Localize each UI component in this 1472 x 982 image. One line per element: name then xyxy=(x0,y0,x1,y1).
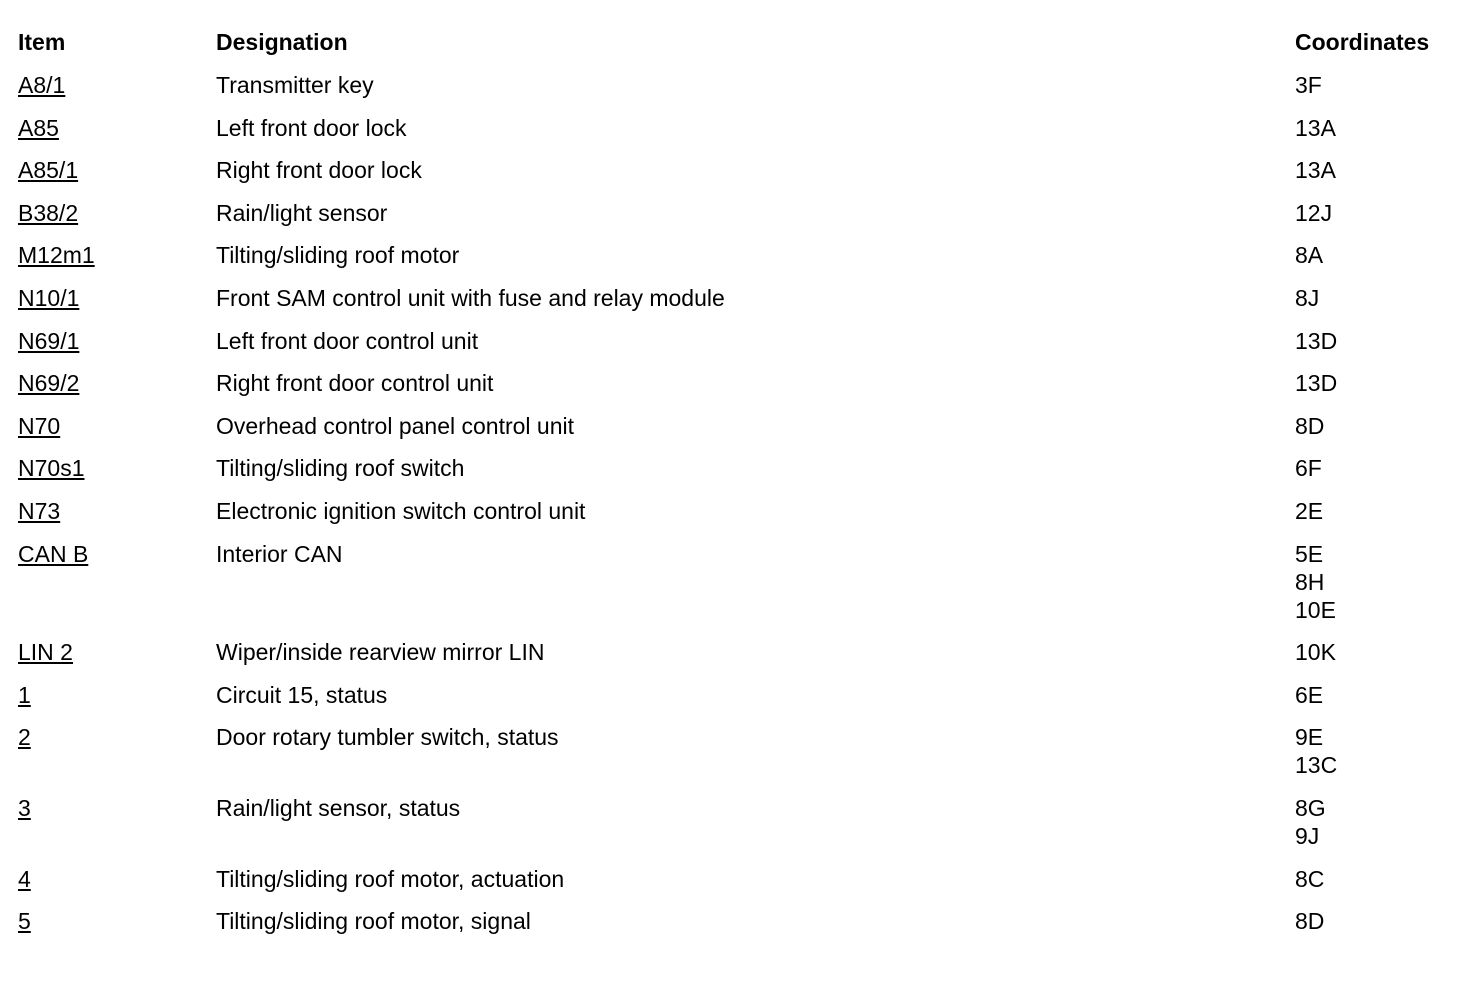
coordinate-value: 8H xyxy=(1295,568,1325,595)
coordinates-cell xyxy=(1295,369,1458,397)
table-row xyxy=(18,794,1458,850)
coordinates-cell xyxy=(1295,865,1458,893)
coordinates-cell xyxy=(1295,284,1458,312)
item-cell xyxy=(18,327,216,355)
table-row xyxy=(18,369,1458,397)
designation-cell: Interior CAN xyxy=(216,540,343,567)
item-cell xyxy=(18,369,216,397)
designation-cell: Electronic ignition switch control unit xyxy=(216,497,586,524)
item-cell xyxy=(18,284,216,312)
header-item: Item xyxy=(18,29,66,55)
designation-cell: Tilting/sliding roof switch xyxy=(216,455,465,482)
coordinates-cell xyxy=(1295,540,1458,624)
item-cell xyxy=(18,199,216,227)
table-row xyxy=(18,540,1458,624)
table-row xyxy=(18,681,1458,709)
item-link[interactable]: A8/1 xyxy=(18,72,66,98)
coordinates-cell xyxy=(1295,199,1458,227)
coordinate-value: 13D xyxy=(1295,370,1338,397)
item-link[interactable]: 4 xyxy=(18,865,31,892)
coordinates-cell xyxy=(1295,497,1458,525)
coordinates-cell xyxy=(1295,241,1458,269)
header-designation: Designation xyxy=(216,29,348,55)
item-cell xyxy=(18,907,216,935)
coordinate-value: 8C xyxy=(1295,865,1325,892)
item-link[interactable]: 1 xyxy=(18,681,31,708)
item-cell xyxy=(18,540,216,568)
coordinate-value: 6E xyxy=(1295,681,1324,708)
item-link[interactable]: 5 xyxy=(18,908,31,935)
designation-cell: Rain/light sensor xyxy=(216,199,388,226)
coordinate-value: 13D xyxy=(1295,327,1338,354)
item-cell xyxy=(18,638,216,666)
header-coordinates: Coordinates xyxy=(1295,29,1430,55)
coordinate-value: 8D xyxy=(1295,908,1325,935)
table-row xyxy=(18,284,1458,312)
item-link[interactable]: N10/1 xyxy=(18,284,80,311)
coordinate-value: 12J xyxy=(1295,199,1333,226)
item-link[interactable]: N73 xyxy=(18,497,61,524)
coordinate-value: 9E xyxy=(1295,724,1324,751)
item-cell xyxy=(18,723,216,751)
coordinates-cell xyxy=(1295,638,1458,666)
item-link[interactable]: 3 xyxy=(18,794,31,821)
coordinates-cell xyxy=(1295,454,1458,482)
item-cell xyxy=(18,794,216,822)
item-link[interactable]: LIN 2 xyxy=(18,639,73,666)
coordinates-cell xyxy=(1295,114,1458,142)
item-link[interactable]: CAN B xyxy=(18,540,89,567)
item-link[interactable]: N69/2 xyxy=(18,370,80,397)
coordinates-cell xyxy=(1295,723,1458,779)
table-row xyxy=(18,156,1458,184)
coordinate-value: 9J xyxy=(1295,822,1320,849)
item-cell xyxy=(18,454,216,482)
coordinates-cell xyxy=(1295,71,1458,99)
designation-cell: Tilting/sliding roof motor, signal xyxy=(216,908,531,935)
designation-cell: Front SAM control unit with fuse and relay module xyxy=(216,284,725,311)
coordinate-value: 5E xyxy=(1295,540,1324,567)
coordinates-cell xyxy=(1295,156,1458,184)
header-row xyxy=(18,28,1458,71)
coordinate-value: 8J xyxy=(1295,284,1320,311)
item-cell xyxy=(18,241,216,269)
coordinate-value: 8G xyxy=(1295,794,1326,821)
table-row xyxy=(18,241,1458,269)
table-row xyxy=(18,723,1458,779)
legend-table xyxy=(18,28,1458,950)
table-row xyxy=(18,412,1458,440)
coordinates-cell xyxy=(1295,327,1458,355)
item-link[interactable]: M12m1 xyxy=(18,242,95,269)
coordinate-value: 13A xyxy=(1295,157,1336,184)
item-cell xyxy=(18,412,216,440)
designation-cell: Door rotary tumbler switch, status xyxy=(216,724,559,751)
coordinate-value: 13C xyxy=(1295,752,1338,779)
designation-cell: Transmitter key xyxy=(216,72,374,98)
item-link[interactable]: A85 xyxy=(18,114,59,141)
coordinate-value: 13A xyxy=(1295,114,1336,141)
table-row xyxy=(18,454,1458,482)
designation-cell: Rain/light sensor, status xyxy=(216,794,461,821)
legend-rows xyxy=(18,71,1458,935)
item-link[interactable]: N70s1 xyxy=(18,455,85,482)
table-row xyxy=(18,327,1458,355)
coordinates-cell xyxy=(1295,794,1458,850)
table-row xyxy=(18,114,1458,142)
item-cell xyxy=(18,681,216,709)
item-cell xyxy=(18,865,216,893)
coordinate-value: 2E xyxy=(1295,497,1324,524)
designation-cell: Wiper/inside rearview mirror LIN xyxy=(216,639,545,666)
item-cell xyxy=(18,497,216,525)
item-cell xyxy=(18,156,216,184)
item-link[interactable]: 2 xyxy=(18,724,31,751)
coordinate-value: 10E xyxy=(1295,596,1336,623)
table-row xyxy=(18,907,1458,935)
table-row xyxy=(18,71,1458,99)
coordinates-cell xyxy=(1295,907,1458,935)
item-link[interactable]: N70 xyxy=(18,412,61,439)
designation-cell: Tilting/sliding roof motor, actuation xyxy=(216,865,565,892)
item-cell xyxy=(18,114,216,142)
item-link[interactable]: B38/2 xyxy=(18,199,79,226)
coordinates-cell xyxy=(1295,681,1458,709)
item-link[interactable]: A85/1 xyxy=(18,157,79,184)
coordinate-value: 3F xyxy=(1295,72,1322,98)
table-row xyxy=(18,497,1458,525)
designation-cell: Overhead control panel control unit xyxy=(216,412,574,439)
item-cell xyxy=(18,71,216,99)
table-row xyxy=(18,199,1458,227)
designation-cell: Circuit 15, status xyxy=(216,681,388,708)
designation-cell: Right front door lock xyxy=(216,157,422,184)
table-row xyxy=(18,865,1458,893)
designation-cell: Tilting/sliding roof motor xyxy=(216,242,460,269)
coordinate-value: 10K xyxy=(1295,639,1336,666)
coordinate-value: 8A xyxy=(1295,242,1324,269)
designation-cell: Right front door control unit xyxy=(216,370,494,397)
coordinates-cell xyxy=(1295,412,1458,440)
table-row xyxy=(18,638,1458,666)
designation-cell: Left front door control unit xyxy=(216,327,479,354)
coordinate-value: 6F xyxy=(1295,455,1322,482)
coordinate-value: 8D xyxy=(1295,412,1325,439)
item-link[interactable]: N69/1 xyxy=(18,327,80,354)
designation-cell: Left front door lock xyxy=(216,114,407,141)
